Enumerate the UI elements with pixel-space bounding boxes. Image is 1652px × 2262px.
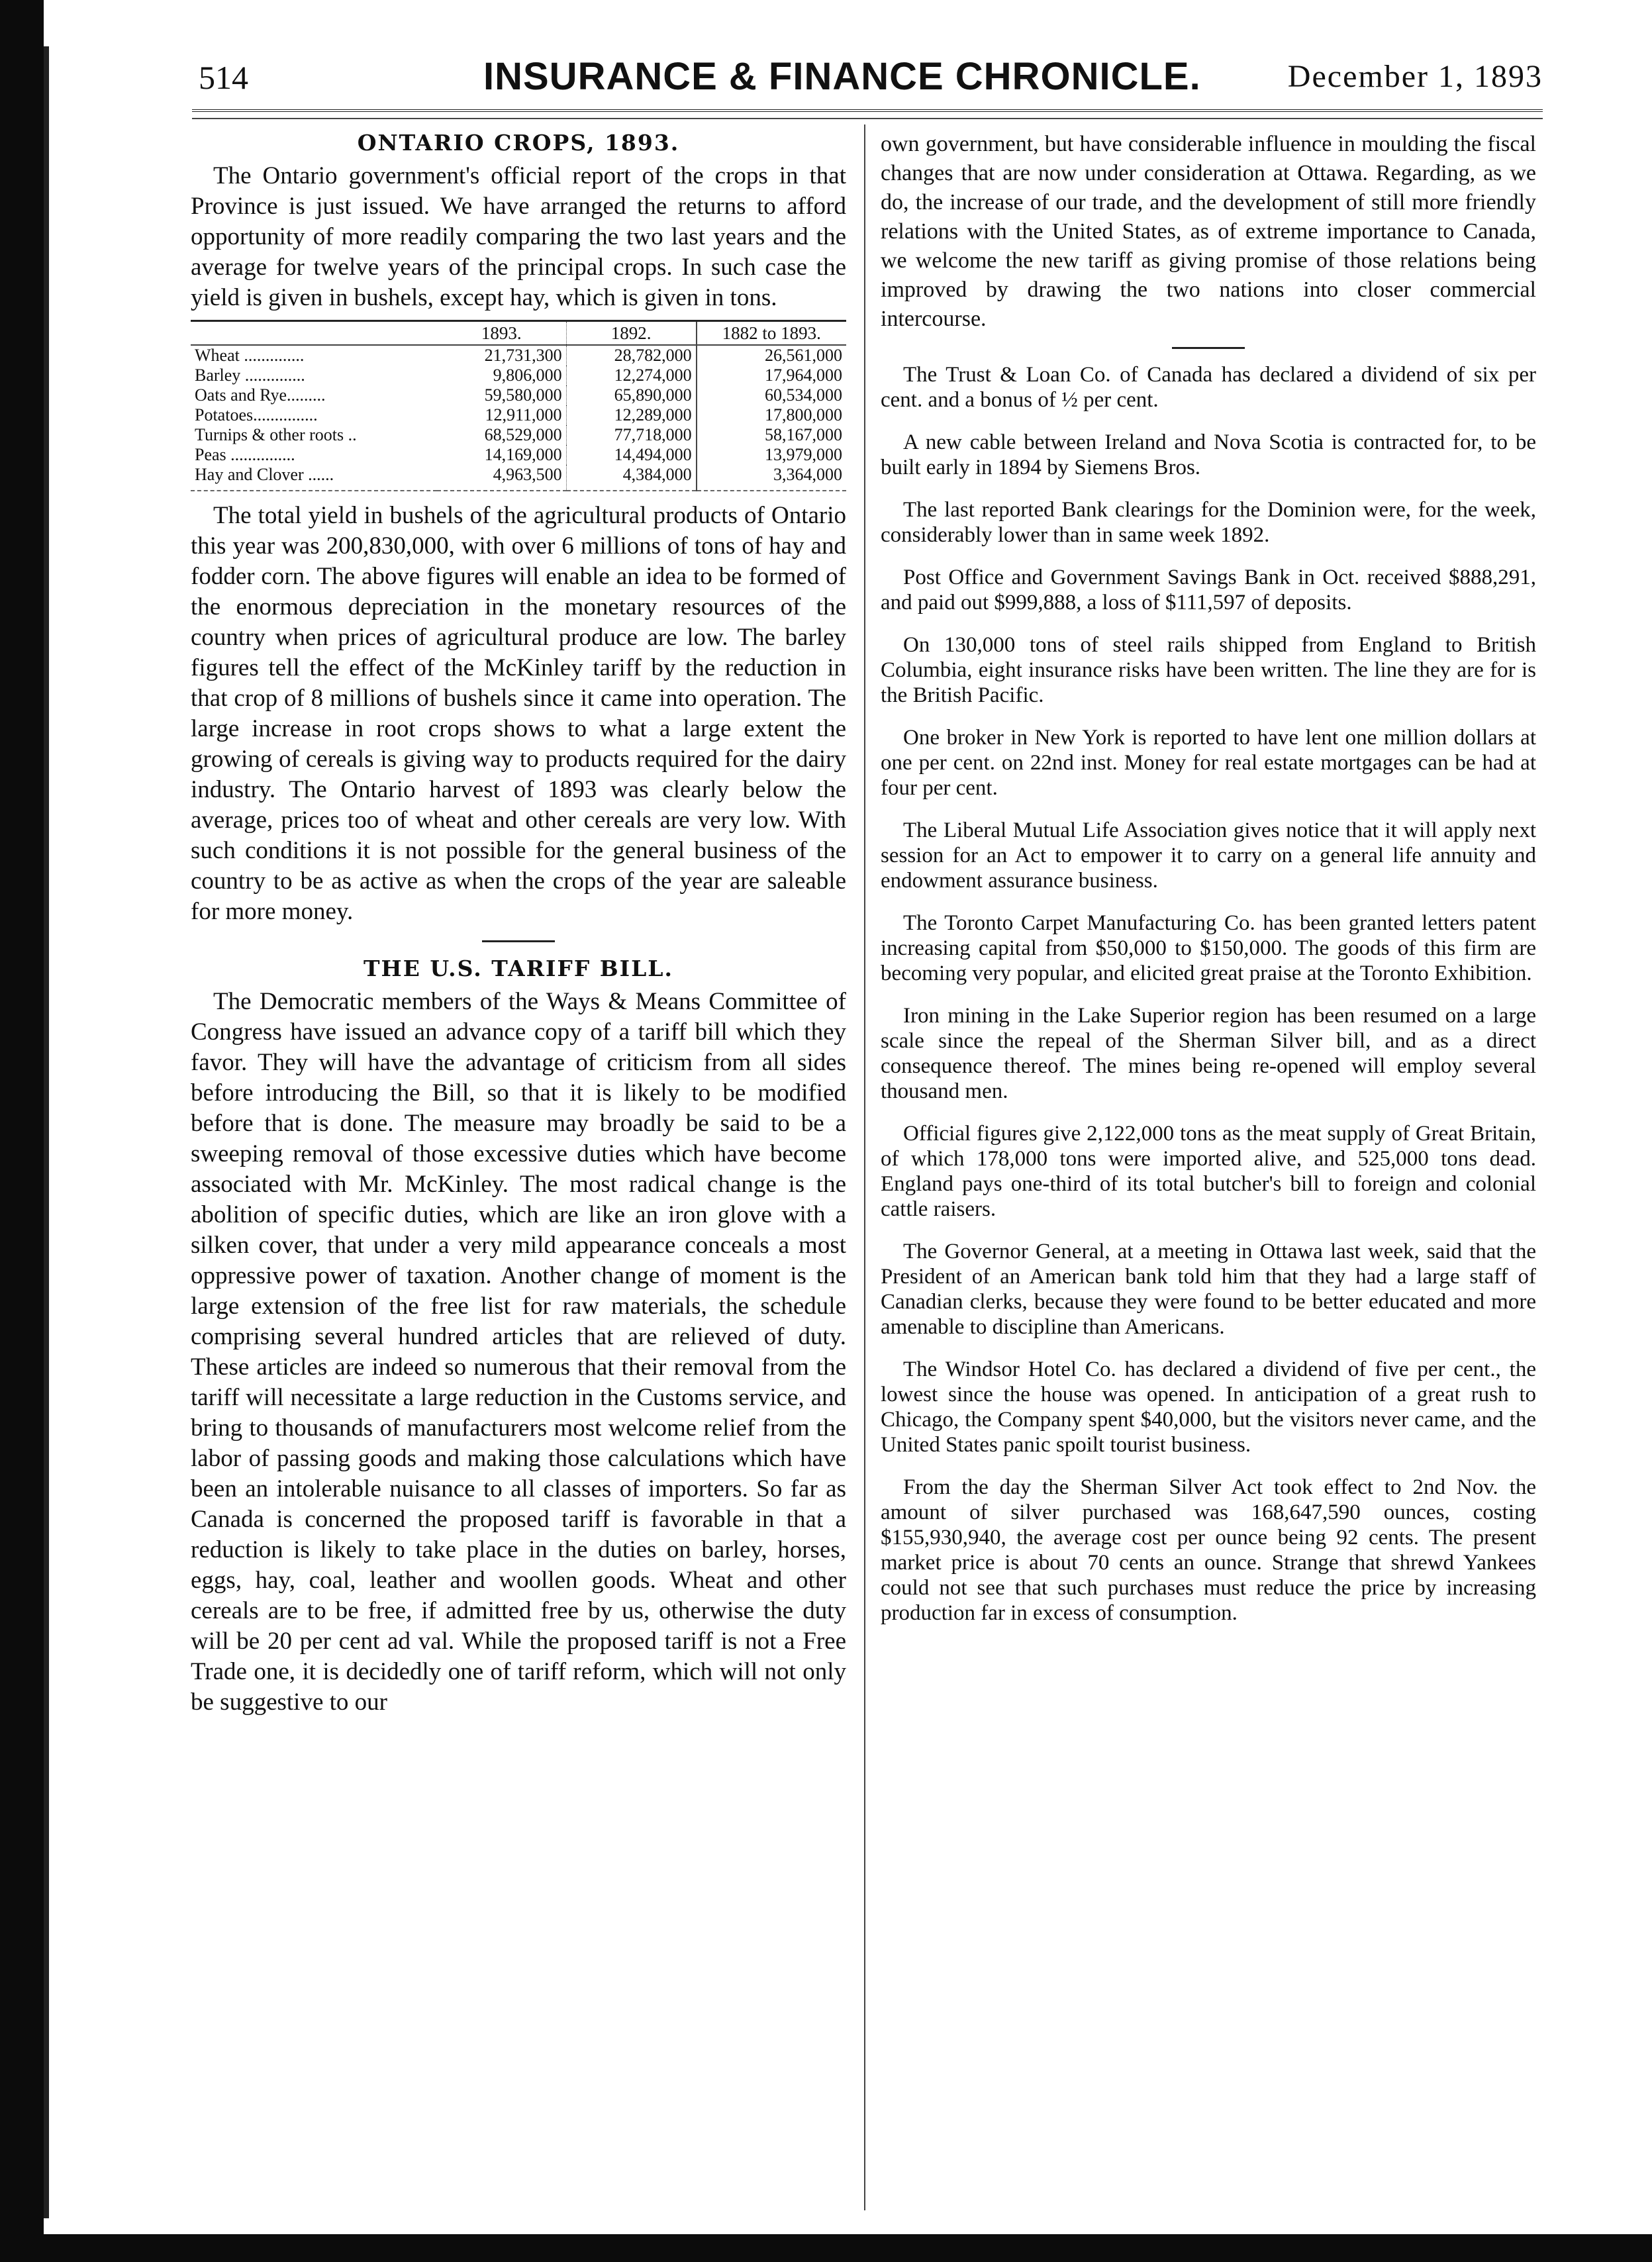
news-item: Iron mining in the Lake Superior region has been resumed on a large scale since the repeal of the Sherman Silver bill, and as a direct consequence thereof. The mines being re-opened will employ several thousand men. (881, 1004, 1536, 1103)
crop-name: Peas ............... (195, 445, 295, 464)
yield-1892: 4,384,000 (566, 465, 697, 491)
news-item: The Windsor Hotel Co. has declared a dividend of five per cent., the lowest since the house was opened. In anticipation of a great rush to Chicago, the Company spent $40,000, but the visitors never came, and the United States panic spoilt tourist business. (881, 1357, 1536, 1457)
table-row (191, 385, 846, 405)
yield-1893: 4,963,500 (437, 465, 566, 491)
news-item: The Toronto Carpet Manufacturing Co. has been granted letters patent increasing capital from $50,000 to $150,000. The goods of this firm are becoming very popular, and elicited great praise at the Toronto Exhibition. (881, 911, 1536, 985)
news-item: Post Office and Government Savings Bank in Oct. received $888,291, and paid out $999,888, a loss of $111,597 of deposits. (881, 566, 1536, 615)
page-header (199, 54, 1543, 107)
crop-table-header-row (191, 321, 846, 346)
yield-1892: 12,289,000 (566, 405, 697, 425)
yield-1893: 21,731,300 (484, 346, 562, 365)
crop-name: Oats and Rye......... (195, 385, 326, 405)
yield-1893: 14,169,000 (484, 445, 562, 464)
yield-average: 13,979,000 (697, 445, 846, 465)
news-item: The Governor General, at a meeting in Ottawa last week, said that the President of an American bank told him that they had a large staff of Canadian clerks, because they were found to be better educated and more amenable to discipline than Americans. (881, 1240, 1536, 1339)
yield-1892: 12,274,000 (566, 366, 697, 385)
news-item: One broker in New York is reported to have lent one million dollars at one per cent. on 22nd inst. Money for real estate mortgages can be had at four per cent. (881, 726, 1536, 800)
news-item: A new cable between Ireland and Nova Scotia is contracted for, to be built early in 1894 by Siemens Bros. (881, 430, 1536, 479)
header-double-rule (192, 109, 1543, 112)
page-left-binding-edge (44, 46, 49, 2218)
crop-name: Turnips & other roots .. (195, 425, 357, 444)
crop-name: Potatoes............... (195, 405, 318, 424)
news-item: The Liberal Mutual Life Association gives notice that it will apply next session for an Act to empower it to carry on a general life annuity and endowment assurance business. (881, 818, 1536, 893)
crop-name: Barley .............. (195, 366, 305, 385)
header-rule (192, 118, 1543, 119)
table-row (191, 366, 846, 385)
tariff-bill-heading: THE U.S. TARIFF BILL. (363, 956, 674, 981)
yield-1893: 12,911,000 (485, 405, 562, 424)
yield-average: 58,167,000 (697, 425, 846, 445)
ontario-crops-heading: ONTARIO CROPS, 1893. (357, 130, 680, 156)
yield-1892: 65,890,000 (566, 385, 697, 405)
publication-title: INSURANCE & FINANCE CHRONICLE. (483, 55, 1201, 98)
year-1892-header: 1892. (566, 321, 697, 346)
table-row (191, 405, 846, 425)
yield-1893: 59,580,000 (484, 385, 562, 405)
tariff-bill-body: The Democratic members of the Ways & Means Committee of Congress have issued an advance copy of a tariff bill which they favor. They will have the advantage of criticism from all sides before introducing the Bill, so that it is likely to be modified before that is done. The measure may broadly be said to be a sweeping removal of those excessive duties which have become associated with Mr. McKinley. The most radical change is the abolition of specific duties, which are like an iron glove with a silken cover, that under a very mild appearance conceals a most oppressive power of taxation. Another change of moment is the large extension of the free list for raw materials, the schedule comprising several hundred articles that are relieved of duty. These articles are indeed so numerous that their removal from the tariff will necessitate a large reduction in the Customs service, and bring to thousands of manufacturers most welcome relief from the labor of passing goods and making those calculations which have been an intolerable nuisance to all classes of importers. So far as Canada is concerned the proposed tariff is favorable in that a reduction is likely to take place in the duties on barley, horses, eggs, hay, coal, leather and woollen goods. Wheat and other cereals are to be free, if admitted free by us, otherwise the duty will be 20 per cent ad val. While the proposed tariff is not a Free Trade one, it is decidedly one of tariff reform, which will not only be suggestive to our (191, 988, 846, 1716)
yield-1892: 28,782,000 (566, 345, 697, 366)
yield-average: 3,364,000 (697, 465, 846, 491)
crop-name: Hay and Clover ...... (191, 465, 437, 491)
ontario-crops-body: The total yield in bushels of the agricultural products of Ontario this year was 200,830,000, with over 6 millions of tons of hay and fodder corn. The above figures will enable an idea to be formed of the enormous depreciation in the monetary resources of the country when prices of agricultural produce are low. The barley figures tell the effect of the McKinley tariff by the reduction in that crop of 8 millions of bushels since it came into operation. The large increase in root crops shows to what a large extent the growing of cereals is giving way to products required for the dairy industry. The Ontario harvest of 1893 was clearly below the average, prices too of wheat and other cereals are very low. With such conditions it is not possible for the general business of the country to be as active as when the crops of the year are saleable for more money. (191, 502, 846, 925)
page-left-binding-bar (0, 0, 44, 2262)
right-column (881, 130, 1536, 1626)
news-item: The Trust & Loan Co. of Canada has declared a dividend of six per cent. and a bonus of ½ per cent. (881, 363, 1536, 412)
yield-average: 17,964,000 (697, 366, 846, 385)
yield-average: 60,534,000 (697, 385, 846, 405)
news-item: From the day the Sherman Silver Act took effect to 2nd Nov. the amount of silver purchased was 168,647,590 ounces, costing $155,930,940, the average cost per ounce being 92 cents. The present market price is about 70 cents an ounce. Strange that shrewd Yankees could not see that such purchases must reduce the price by increasing production far in excess of consumption. (881, 1475, 1536, 1625)
news-item: On 130,000 tons of steel rails shipped from England to British Columbia, eight insurance risks have been written. The line they are for is the British Pacific. (881, 633, 1536, 707)
average-header: 1882 to 1893. (697, 321, 846, 346)
yield-1893: 68,529,000 (484, 425, 562, 444)
yield-average: 26,561,000 (697, 345, 846, 366)
yield-average: 17,800,000 (697, 405, 846, 425)
column-divider (864, 124, 865, 2210)
table-row (191, 345, 846, 366)
page-bottom-border-bar (40, 2234, 1652, 2262)
yield-1893: 9,806,000 (493, 366, 562, 385)
issue-date: December 1, 1893 (1287, 59, 1543, 94)
table-row (191, 445, 846, 465)
news-item: The last reported Bank clearings for the Dominion were, for the week, considerably lower than in same week 1892. (881, 498, 1536, 547)
crop-name: Wheat .............. (195, 346, 305, 365)
left-column (191, 130, 846, 1718)
yield-1892: 14,494,000 (566, 445, 697, 465)
section-separator (482, 940, 555, 942)
yield-1892: 77,718,000 (566, 425, 697, 445)
page-number: 514 (199, 59, 248, 96)
news-item: Official figures give 2,122,000 tons as the meat supply of Great Britain, of which 178,000 tons were imported alive, and 525,000 tons dead. England pays one-third of its total butcher's bill to foreign and colonial cattle raisers. (881, 1122, 1536, 1221)
tariff-bill-continuation: own government, but have considerable influence in moulding the fiscal changes that are now under consideration at Ottawa. Regarding, as we do, the increase of our trade, and the development of still more friendly relations with the United States, as of extreme importance to Canada, we welcome the new tariff as giving promise of those relations being improved by drawing the two nations into closer commercial intercourse. (881, 132, 1536, 331)
crop-yield-table (191, 320, 846, 491)
section-separator (1172, 347, 1245, 349)
table-row (191, 425, 846, 445)
table-row (191, 465, 846, 491)
crop-column-header (191, 321, 437, 346)
ontario-crops-intro: The Ontario government's official report of the crops in that Province is just issued. We have arranged the returns to afford opportunity of more readily comparing the two last years and the average for twelve years of the principal crops. In such case the yield is given in bushels, except hay, which is given in tons. (191, 162, 846, 311)
year-1893-header: 1893. (437, 321, 566, 346)
